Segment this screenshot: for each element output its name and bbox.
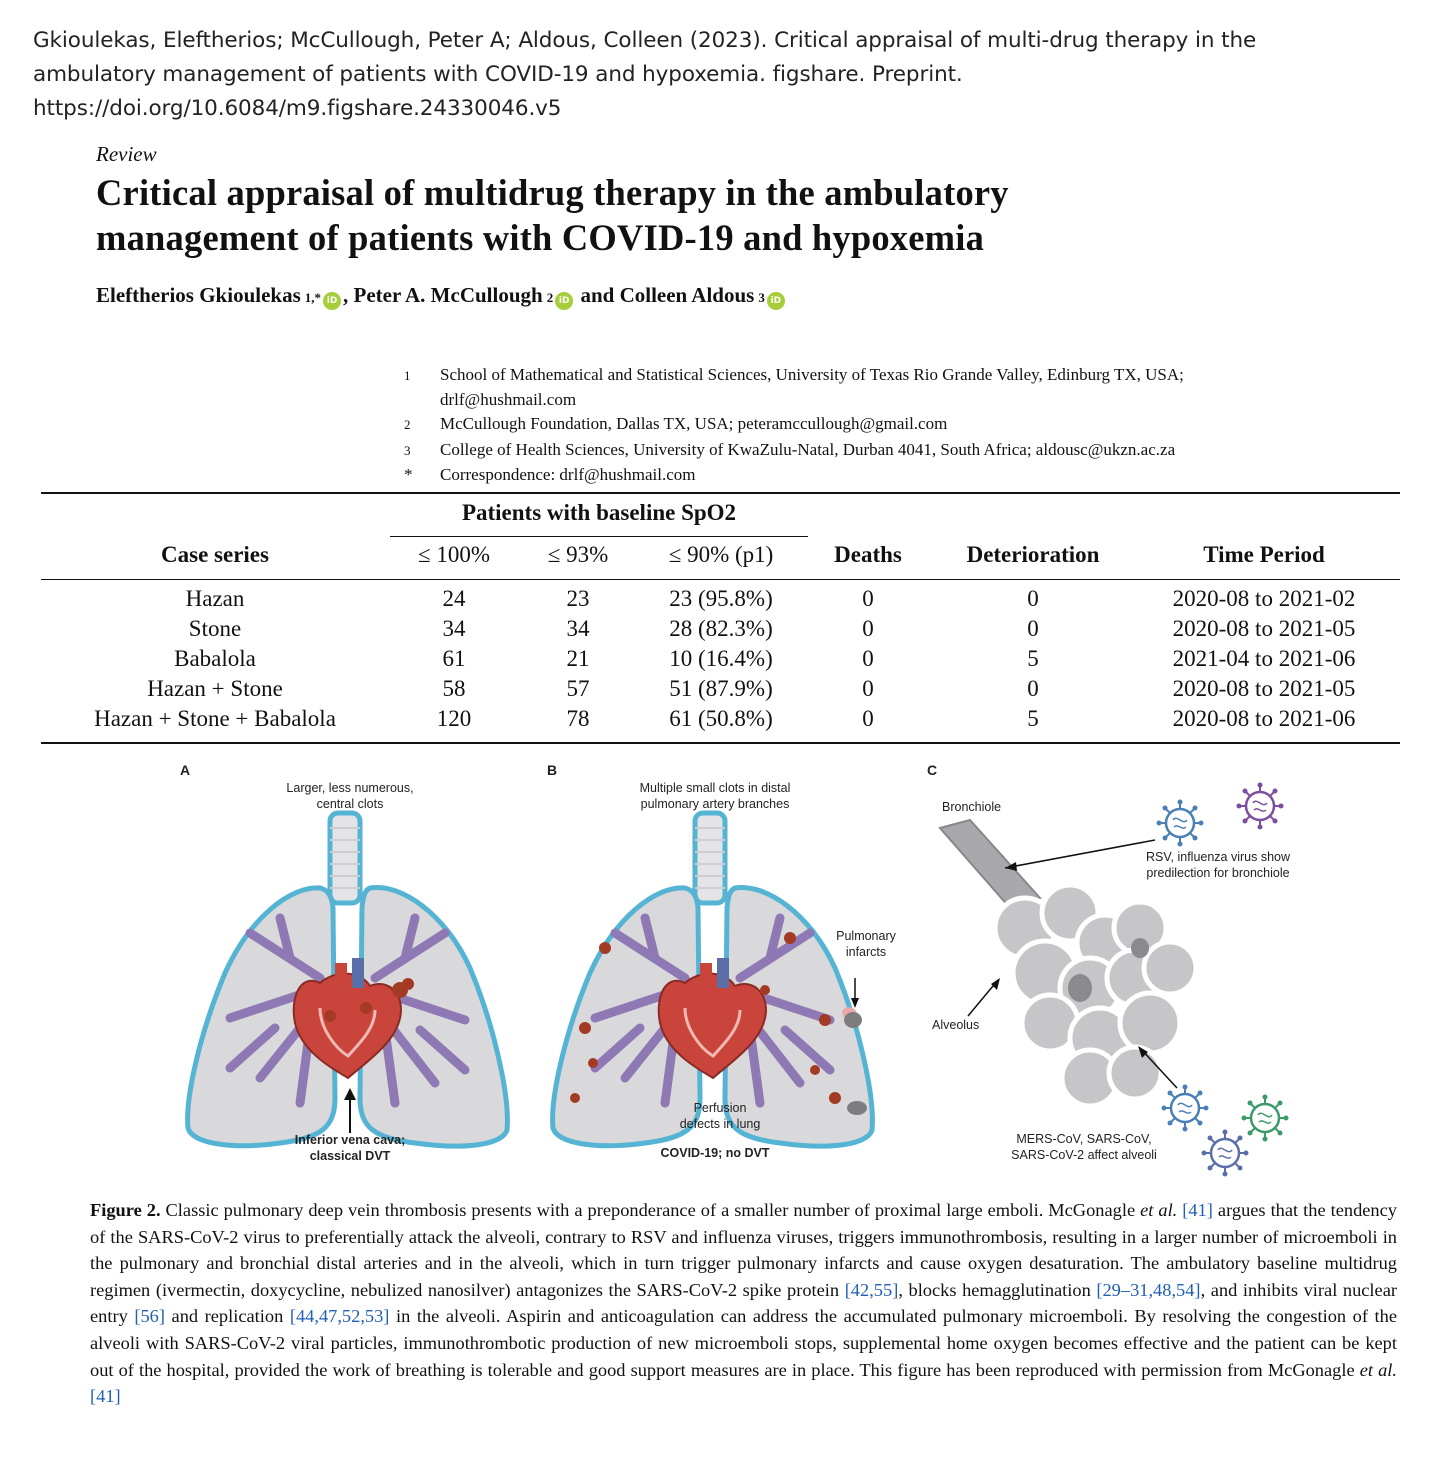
- table-cell: 0: [862, 676, 874, 701]
- figure-2: [170, 758, 1320, 1178]
- table-cell: 23: [566, 586, 590, 611]
- affiliation-line: McCullough Foundation, Dallas TX, USA; peteramccullough@gmail.com: [440, 414, 948, 433]
- panel-letter-a: A: [180, 762, 191, 778]
- table-cell: 28 (82.3%): [669, 616, 773, 641]
- citation-reference-link[interactable]: [41]: [1182, 1200, 1213, 1220]
- caption-text: , blocks hemagglutination: [898, 1279, 1097, 1300]
- author-affiliation-mark: 3: [758, 290, 765, 305]
- article-type: Review: [96, 142, 157, 166]
- table-cell: 2021-04 to 2021-06: [1172, 646, 1356, 671]
- author-name: Colleen Aldous: [619, 283, 755, 307]
- table-header-cell: ≤ 100%: [417, 542, 491, 567]
- table-cell: 5: [1027, 706, 1039, 731]
- table-header-cell: Deterioration: [966, 542, 1100, 567]
- sars-cov-2-virus-icon: [1202, 1130, 1249, 1177]
- table-cell: Hazan + Stone + Babalola: [94, 706, 336, 731]
- panel-a-top-label: Larger, less numerous, central clots: [286, 781, 414, 811]
- table-cell: Stone: [188, 616, 242, 641]
- panel-a-bottom-label: Inferior vena cava; classical DVT: [294, 1133, 406, 1163]
- table-cell: Babalola: [174, 646, 256, 671]
- paper-title: [96, 170, 1416, 260]
- table-cell: 34: [442, 616, 466, 641]
- table-cell: 0: [862, 646, 874, 671]
- affiliation-item: [404, 412, 1404, 438]
- caption-italic: et al.: [1140, 1200, 1178, 1220]
- panel-c-alveoli: [940, 783, 1289, 1177]
- panel-b-bottom-label: COVID-19; no DVT: [660, 1146, 770, 1160]
- figure-caption: [90, 1197, 1397, 1410]
- influenza-virus-icon: [1237, 783, 1284, 830]
- author-name: Eleftherios Gkioulekas: [96, 283, 301, 307]
- affiliation-item: [404, 363, 1404, 412]
- affiliation-line: School of Mathematical and Statistical Sciences, University of Texas Rio Grande Valley, Edinburg TX, USA;: [440, 365, 1184, 384]
- table-cell: 5: [1027, 646, 1039, 671]
- affiliation-mark: *: [404, 465, 413, 484]
- citation-reference-link[interactable]: [44,47,52,53]: [289, 1306, 390, 1327]
- panel-c-rsv-label: RSV, influenza virus show predilection for bronchiole: [1145, 850, 1291, 880]
- table-header-cell: ≤ 93%: [547, 542, 609, 567]
- caption-text: Classic pulmonary deep vein thrombosis presents with a preponderance of a smaller number of proximal large emboli. McGonagle: [160, 1200, 1141, 1220]
- table-top-rule: [41, 492, 1400, 494]
- table-cell: 120: [436, 706, 472, 731]
- panel-b-infarct-label: Pulmonary infarcts: [836, 929, 896, 959]
- table-cell: 21: [566, 646, 590, 671]
- table-cell: 61: [442, 646, 466, 671]
- panel-a-lungs: [188, 813, 508, 1146]
- panel-c-alveolus-label: Alveolus: [932, 1018, 980, 1032]
- table-header-cell: Deaths: [834, 542, 902, 567]
- affiliation-text: [440, 363, 1404, 412]
- caption-italic: et al.: [1359, 1359, 1397, 1380]
- caption-text: and replication: [164, 1306, 290, 1327]
- table-cell: 61 (50.8%): [669, 706, 773, 731]
- affiliation-mark: 1: [404, 368, 411, 383]
- table-cell: Hazan + Stone: [147, 676, 283, 701]
- table-cell: 34: [566, 616, 590, 641]
- citation-reference-link[interactable]: [41]: [90, 1386, 121, 1407]
- panel-c-bronchiole-label: Bronchiole: [942, 800, 1002, 814]
- table-cell: 0: [1027, 616, 1039, 641]
- affiliation-line: drlf@hushmail.com: [440, 389, 577, 409]
- figure-label: Figure 2.: [90, 1200, 161, 1220]
- table-cell: 2020-08 to 2021-05: [1172, 616, 1356, 641]
- panel-c-cov-label: MERS-CoV, SARS-CoV, SARS-CoV-2 affect alveoli: [1011, 1132, 1157, 1162]
- affiliation-text: [440, 412, 1404, 438]
- table-cell: 2020-08 to 2021-05: [1172, 676, 1356, 701]
- affiliations: [404, 363, 1404, 488]
- citation-reference-link[interactable]: [29–31,48,54]: [1096, 1279, 1201, 1300]
- affiliation-mark: 3: [404, 442, 411, 458]
- affiliation-line: College of Health Sciences, University of KwaZulu-Natal, Durban 4041, South Africa; aldousc@ukzn.ac.za: [440, 439, 1176, 459]
- citation-line-2: ambulatory management of patients with COVID-19 and hypoxemia. figshare. Preprint.: [33, 62, 963, 87]
- panel-b-top-label: Multiple small clots in distal pulmonary artery branches: [639, 781, 791, 811]
- citation-reference-link[interactable]: [56]: [134, 1306, 165, 1327]
- alveolar-sac: [995, 885, 1196, 1106]
- panel-b-perfusion-label: Perfusion defects in lung: [679, 1101, 761, 1131]
- group-header: Patients with baseline SpO2: [461, 500, 737, 525]
- rsv-virus-icon: [1157, 800, 1204, 847]
- table-cell: 51 (87.9%): [669, 676, 773, 701]
- table-cell: Hazan: [185, 586, 245, 611]
- author-separator: and: [575, 283, 620, 307]
- affiliation-text: [440, 438, 1404, 464]
- group-header-underline: [390, 536, 808, 537]
- sars-virus-icon: [1242, 1095, 1289, 1142]
- author-separator: ,: [343, 283, 354, 307]
- paper-title-line-2: management of patients with COVID-19 and hypoxemia: [96, 217, 985, 258]
- author-name: Peter A. McCullough: [353, 283, 543, 307]
- orcid-icon[interactable]: iD: [323, 292, 341, 310]
- table-cell: 23 (95.8%): [669, 586, 773, 611]
- table-cell: 0: [862, 586, 874, 611]
- table-cell: 10 (16.4%): [669, 646, 773, 671]
- panel-letter-b: B: [547, 762, 558, 778]
- citation-line-1: Gkioulekas, Eleftherios; McCullough, Peter A; Aldous, Colleen (2023). Critical appraisal of multi-drug therapy in the: [33, 28, 1257, 53]
- citation-reference-link[interactable]: [42,55]: [844, 1279, 899, 1300]
- table-bottom-rule: [41, 742, 1400, 744]
- caption-text: argues that the tendency of the SARS-CoV-2 virus to preferentially attack the alveoli, contrary to RSV and influenza viruses, triggers immunothrombosis, resulting in a larger number of microemboli in the pulmonary and bronchial distal arteries and in the alveoli, which in turn trigger pulmonary infarcts and cause oxygen desaturation. The ambulatory baseline multidrug regimen (ivermectin, doxycycline, nebulized nanosilver) antagonizes the SARS-CoV-2 spike protein: [90, 1200, 1397, 1300]
- author-affiliation-mark: 2: [546, 290, 554, 305]
- table-cell: 2020-08 to 2021-06: [1172, 706, 1356, 731]
- affiliation-text: [440, 463, 1404, 488]
- table-header-cell: Case series: [161, 542, 269, 567]
- affiliation-item: [404, 463, 1404, 488]
- table-cell: 78: [566, 706, 590, 731]
- table-cell: 0: [862, 706, 874, 731]
- table-header-cell: Time Period: [1203, 542, 1325, 567]
- table-cell: 2020-08 to 2021-02: [1172, 586, 1356, 611]
- table-cell: 24: [442, 586, 466, 611]
- mers-virus-icon: [1162, 1085, 1209, 1132]
- affiliation-item: [404, 438, 1404, 464]
- table-cell: 57: [566, 676, 590, 701]
- table-cell: 0: [1027, 586, 1039, 611]
- author-affiliation-mark: 1,*: [304, 290, 322, 305]
- panel-b-lungs: [553, 813, 873, 1146]
- author-list: [96, 283, 787, 309]
- table-cell: 0: [862, 616, 874, 641]
- citation-header: [33, 24, 1433, 126]
- affiliation-line: Correspondence: drlf@hushmail.com: [440, 465, 696, 484]
- caption-text: in the alveoli. Aspirin and anticoagulation can address the accumulated pulmonary microemboli. By resolving the congestion of the alveoli with SARS-CoV-2 viral particles, immunothrombotic production of new microemboli stops, supplemental home oxygen becomes effective and the patient can be kept out of the hospital, provided the work of breathing is tolerable and good support measures are in place. This figure has been reproduced with permission from McGonagle: [90, 1306, 1397, 1380]
- orcid-icon[interactable]: iD: [555, 292, 573, 310]
- results-table: [41, 492, 1400, 748]
- table-cell: 0: [1027, 676, 1039, 701]
- paper-title-line-1: Critical appraisal of multidrug therapy in the ambulatory: [96, 172, 1009, 213]
- caption-text: , and inhibits viral nuclear entry: [90, 1279, 1397, 1327]
- table-cell: 58: [442, 676, 466, 701]
- citation-doi-link[interactable]: https://doi.org/10.6084/m9.figshare.24330046.v5: [33, 96, 562, 121]
- panel-letter-c: C: [927, 762, 938, 778]
- orcid-icon[interactable]: iD: [767, 292, 785, 310]
- table-header-cell: ≤ 90% (p1): [668, 542, 774, 567]
- table-header-rule: [41, 579, 1400, 580]
- affiliation-mark: 2: [404, 417, 411, 432]
